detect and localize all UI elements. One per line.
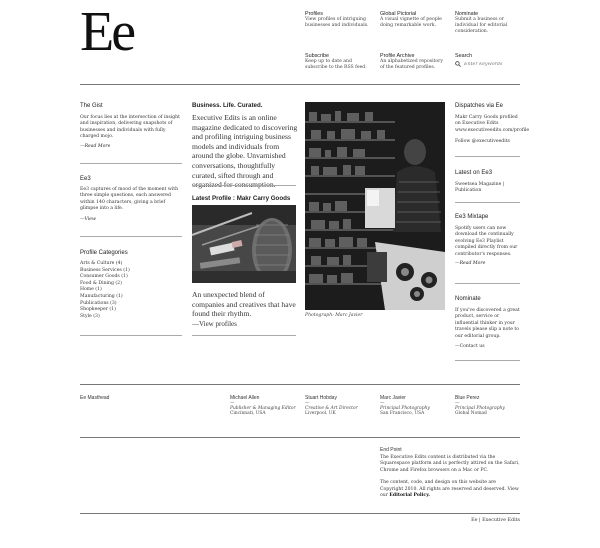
divider bbox=[455, 283, 520, 284]
divider bbox=[455, 156, 520, 157]
category-list bbox=[80, 261, 184, 320]
category-item[interactable]: Home (1) bbox=[80, 287, 102, 293]
footer-divider bbox=[80, 513, 520, 514]
divider bbox=[455, 360, 520, 361]
person-location: Liverpool, UK bbox=[305, 411, 336, 416]
ee3-title: Ee3 bbox=[80, 176, 91, 182]
gist-title: The Gist bbox=[80, 103, 103, 109]
person-role: Creative & Art Director bbox=[305, 406, 358, 411]
categories-title: Profile Categories bbox=[80, 250, 128, 256]
divider bbox=[455, 202, 520, 203]
divider bbox=[80, 236, 182, 237]
search-input[interactable] bbox=[464, 62, 514, 67]
masthead-person bbox=[305, 395, 375, 416]
copyright-text bbox=[380, 480, 520, 499]
contact-us-link[interactable]: —Contact us bbox=[455, 344, 485, 350]
latest-profile-image[interactable] bbox=[192, 205, 296, 283]
categories-section bbox=[80, 250, 184, 320]
nav-desc: An alphabetized repository of the featured profiles. bbox=[380, 59, 443, 70]
nav-desc: Keep up to date and subscribe to the RSS feed. bbox=[305, 59, 367, 70]
divider bbox=[80, 335, 182, 336]
latest-profile-caption: An unexpected blend of companies and creatives that have found their rhythm. bbox=[192, 290, 296, 319]
masthead-divider bbox=[80, 384, 520, 385]
latest-ee3-title: Latest on Ee3 bbox=[455, 170, 493, 176]
nav-title[interactable]: Global Pictorial bbox=[380, 11, 417, 17]
nav-subscribe[interactable] bbox=[305, 53, 375, 71]
nav-title[interactable]: Profile Archive bbox=[380, 53, 415, 59]
nav-desc: A visual vignette of people doing remarkable work. bbox=[380, 17, 442, 28]
copyright-text-body: The content, code, and design on this website are Copyright 2010. All rights are reserved and deserved. View our bbox=[380, 480, 519, 499]
endpoint-divider bbox=[80, 437, 520, 438]
endpoint-title: End Point bbox=[380, 447, 402, 453]
follow-link[interactable]: Follow @executiveedits bbox=[455, 139, 510, 145]
person-location: Cincinnati, USA bbox=[230, 411, 266, 416]
category-item[interactable]: Business Services (1) bbox=[80, 267, 130, 273]
person-name: Blue Perez bbox=[455, 395, 480, 401]
person-separator: — bbox=[455, 401, 460, 406]
dispatches-section bbox=[455, 103, 530, 146]
category-item[interactable]: Arts & Culture (4) bbox=[80, 261, 123, 266]
nav-desc: Submit a business or individual for editorial consideration. bbox=[455, 17, 508, 34]
person-name: Stuart Hobday bbox=[305, 395, 337, 401]
editorial-policy-link[interactable]: Editorial Policy. bbox=[389, 493, 430, 499]
mixtape-text: Spotify users can now download the continually evolving Ee3 Playlist compiled directly from our contributor's responses. bbox=[455, 226, 518, 257]
masthead-person bbox=[230, 395, 300, 416]
search-title: Search bbox=[455, 53, 473, 59]
search-block bbox=[455, 53, 521, 67]
gist-section bbox=[80, 103, 184, 149]
person-separator: — bbox=[380, 401, 385, 406]
ee3-text: Ee3 captures of mood of the moment with three simple questions, each answered within 140 characters, giving a brief glimpse into a life. bbox=[80, 187, 179, 212]
dispatches-title: Dispatches via Ee bbox=[455, 103, 504, 109]
site-logo[interactable]: Ee bbox=[80, 1, 134, 63]
nav-title[interactable]: Subscribe bbox=[305, 53, 329, 59]
latest-ee3-section bbox=[455, 170, 521, 195]
divider bbox=[80, 163, 182, 164]
masthead-person bbox=[455, 395, 521, 416]
person-role: Publisher & Managing Editor bbox=[230, 406, 296, 411]
gist-read-more-link[interactable]: —Read More bbox=[80, 143, 111, 149]
gist-text: Our focus lies at the intersection of insight and inspiration, delivering snapshots of businesses and individuals with fully charged mojo. bbox=[80, 115, 180, 140]
nav-profile-archive[interactable] bbox=[380, 53, 446, 71]
nav-global-pictorial[interactable] bbox=[380, 11, 444, 29]
latest-profile-title[interactable]: Latest Profile : Makr Carry Goods bbox=[192, 195, 291, 202]
category-item[interactable]: Shopkeeper (1) bbox=[80, 307, 116, 313]
nav-title[interactable]: Nominate bbox=[455, 11, 479, 17]
nominate-section bbox=[455, 296, 521, 350]
ee3-view-link[interactable]: —View bbox=[80, 216, 96, 222]
intro-text: Executive Edits is an online magazine dedicated to discovering and profiling intriguing business models and individuals from around the globe. Unvarnished conversations, thoughtfully curated, sifted through and organized for consumption. bbox=[192, 113, 298, 190]
nav-nominate[interactable] bbox=[455, 11, 519, 35]
person-name: Marc Javier bbox=[380, 395, 406, 401]
person-location: Global Nomad bbox=[455, 411, 487, 416]
footer-credit: Ee | Executive Edits bbox=[471, 518, 520, 523]
category-item[interactable]: Manufacturing (1) bbox=[80, 293, 123, 299]
masthead-person bbox=[380, 395, 450, 416]
category-item[interactable]: Publications (3) bbox=[80, 300, 117, 306]
endpoint-text: The Executive Edits content is distributed via the Squarespace platform and is perfectly attired on the Safari, Chrome and Firefox browsers on a Mac or PC. bbox=[380, 455, 520, 473]
nominate-text: If you've discovered a great product, service or influential thinker in your travels please slip a note to our editorial group. bbox=[455, 308, 520, 339]
nav-profiles[interactable] bbox=[305, 11, 375, 29]
intro-section bbox=[192, 102, 298, 190]
category-item[interactable]: Food & Dining (2) bbox=[80, 280, 122, 286]
divider bbox=[192, 335, 296, 336]
ee3-section bbox=[80, 176, 184, 222]
masthead-title: Ee Masthead bbox=[80, 395, 110, 401]
nav-desc: View profiles of intriguing businesses and individuals. bbox=[305, 17, 369, 28]
nominate-title: Nominate bbox=[455, 296, 481, 302]
latest-ee3-text[interactable]: Sweetsea Magazine | Publication bbox=[455, 182, 505, 194]
endpoint-section bbox=[380, 447, 520, 499]
intro-title: Business. Life. Curated. bbox=[192, 102, 263, 109]
mixtape-section bbox=[455, 214, 521, 266]
category-item[interactable]: Style (3) bbox=[80, 313, 100, 319]
divider bbox=[192, 185, 296, 186]
dispatches-text: Makr Carry Goods profiled on Executive Edits www.executiveedits.com/profile bbox=[455, 115, 530, 133]
mixtape-title: Ee3 Mixtape bbox=[455, 214, 489, 220]
nav-title[interactable]: Profiles bbox=[305, 11, 323, 17]
person-separator: — bbox=[230, 401, 235, 406]
person-name: Michael Allen bbox=[230, 395, 260, 401]
person-role: Principal Photography bbox=[380, 406, 430, 411]
search-icon[interactable] bbox=[455, 61, 461, 67]
person-separator: — bbox=[305, 401, 310, 406]
main-photo-caption: Photograph: Marc Javier bbox=[305, 313, 363, 318]
mixtape-read-more-link[interactable]: —Read More bbox=[455, 261, 486, 267]
person-location: San Francisco, USA bbox=[380, 411, 425, 416]
category-item[interactable]: Consumer Goods (1) bbox=[80, 274, 128, 280]
header-divider bbox=[80, 84, 520, 85]
person-role: Principal Photography bbox=[455, 406, 505, 411]
main-feature-photo[interactable] bbox=[305, 102, 445, 310]
view-profiles-link[interactable]: —View profiles bbox=[192, 320, 237, 328]
